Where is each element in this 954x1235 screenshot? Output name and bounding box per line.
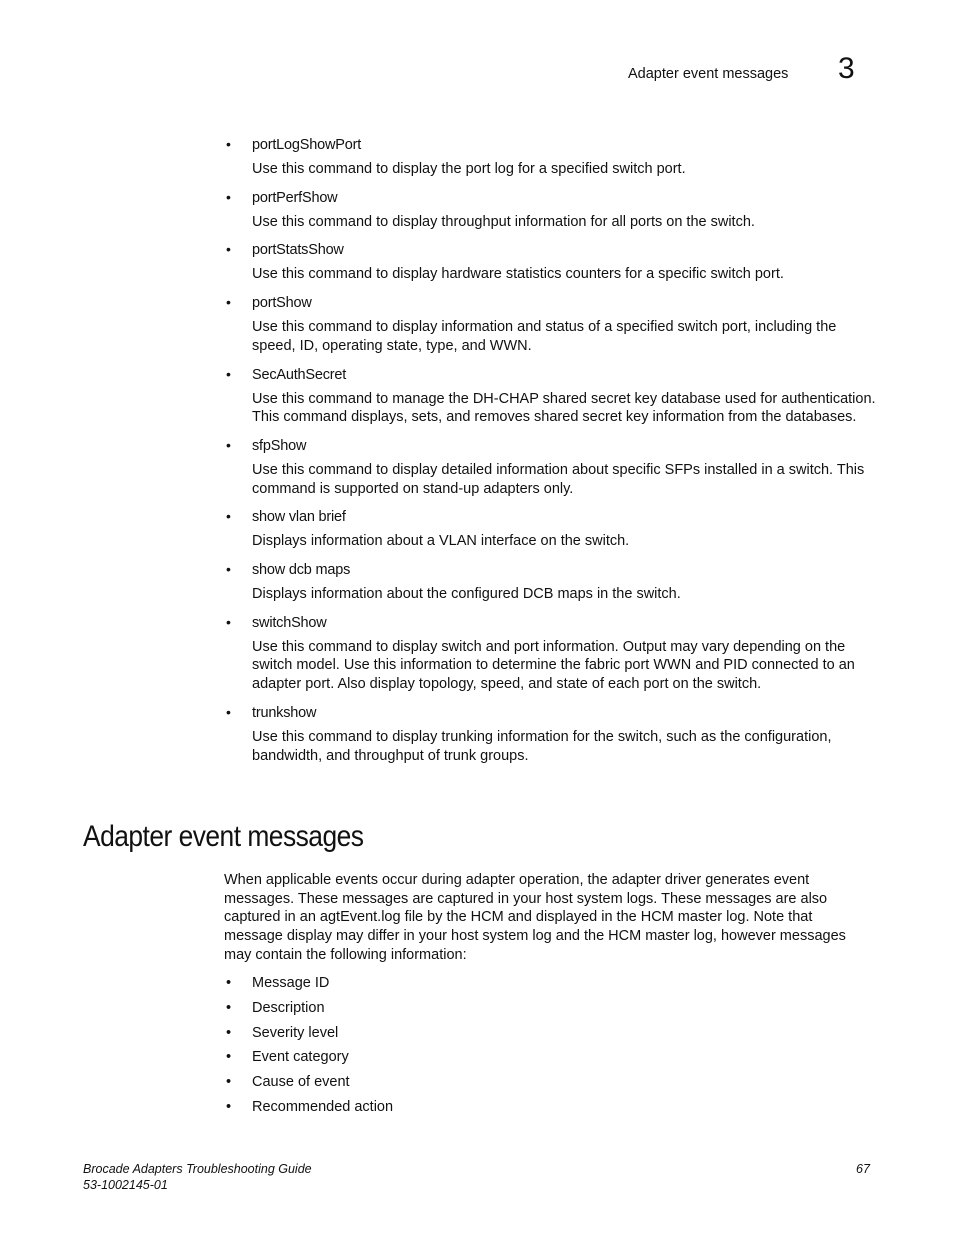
list-item-label: Description	[252, 999, 325, 1016]
list-item-label: Severity level	[252, 1024, 339, 1041]
command-name: portLogShowPort	[252, 137, 362, 153]
command-description: Use this command to display information and status of a specified switch port, including the speed, ID, operating state, type, and WWN.	[252, 319, 837, 354]
bullet-icon: •	[226, 1074, 232, 1091]
list-item	[226, 1024, 393, 1049]
list-item	[226, 508, 876, 551]
bullet-icon: •	[226, 365, 231, 382]
list-item	[226, 1073, 393, 1098]
running-header-section: Adapter event messages	[628, 66, 789, 82]
bullet-icon: •	[226, 294, 231, 311]
command-name: portShow	[252, 295, 312, 312]
bullet-icon: •	[226, 1049, 232, 1066]
bullet-icon: •	[226, 1098, 232, 1115]
bullet-icon: •	[226, 561, 231, 578]
command-name: show vlan brief	[252, 509, 346, 526]
list-item	[226, 366, 876, 427]
bullet-icon: •	[226, 136, 231, 152]
bullet-icon: •	[226, 1024, 232, 1041]
list-item	[226, 561, 876, 604]
command-description: Use this command to display the port log for a specified switch port.	[252, 161, 686, 177]
list-item	[226, 241, 876, 284]
bullet-icon: •	[226, 241, 231, 258]
command-description: Use this command to display switch and port information. Output may vary depending on the switch model. Use this information to determine the fabric port WWN and PID connected to an adapter port. Also display topology, speed, and state of each port on the switch.	[252, 638, 855, 693]
bullet-icon: •	[226, 999, 232, 1016]
list-item	[226, 999, 393, 1024]
section-intro: When applicable events occur during adapter operation, the adapter driver generates event messages. These messages are captured in your host system logs. These messages are also captured in an agtEvent.log file by the HCM and displayed in the HCM master log. Note that message display may differ in your host system log and the HCM master log, however messages may contain the following information:	[224, 872, 846, 963]
footer-guide-title: Brocade Adapters Troubleshooting Guide	[83, 1162, 312, 1176]
information-list	[226, 974, 393, 1123]
command-description: Use this command to manage the DH-CHAP shared secret key database used for authentication. This command displays, sets, and removes shared secret key information from the databases.	[252, 390, 876, 426]
list-item	[226, 614, 876, 694]
command-name: SecAuthSecret	[252, 366, 347, 383]
command-description: Displays information about the configured DCB maps in the switch.	[252, 586, 681, 603]
list-item	[226, 294, 876, 355]
list-item-label: Event category	[252, 1049, 349, 1066]
command-description: Use this command to display detailed information about specific SFPs installed in a switch. This command is supported on stand-up adapters only.	[252, 461, 865, 497]
command-name: trunkshow	[252, 704, 317, 721]
bullet-icon: •	[226, 508, 231, 525]
command-description: Use this command to display trunking information for the switch, such as the configuration, bandwidth, and throughput of trunk groups.	[252, 728, 832, 764]
bullet-icon: •	[226, 975, 232, 991]
command-description: Use this command to display hardware statistics counters for a specific switch port.	[252, 266, 784, 283]
list-item-label: Message ID	[252, 975, 330, 991]
list-item	[226, 437, 876, 498]
bullet-icon: •	[226, 436, 231, 453]
list-item	[226, 704, 876, 765]
command-name: portStatsShow	[252, 242, 344, 259]
list-item	[226, 189, 876, 232]
bullet-icon: •	[226, 703, 231, 720]
list-item-label: Recommended action	[252, 1098, 394, 1115]
command-name: show dcb maps	[252, 562, 351, 579]
chapter-number: 3	[838, 52, 855, 85]
command-list	[226, 136, 876, 775]
command-name: sfpShow	[252, 437, 307, 454]
section-heading: Adapter event messages	[83, 820, 364, 853]
list-item	[226, 1098, 393, 1123]
list-item	[226, 974, 393, 999]
list-item	[226, 1048, 393, 1073]
command-name: portPerfShow	[252, 189, 338, 206]
command-description: Use this command to display throughput information for all ports on the switch.	[252, 213, 755, 230]
bullet-icon: •	[226, 613, 231, 630]
page-number: 67	[856, 1162, 870, 1176]
command-description: Displays information about a VLAN interface on the switch.	[252, 533, 630, 550]
bullet-icon: •	[226, 188, 231, 205]
footer-doc-number: 53-1002145-01	[83, 1178, 168, 1192]
list-item	[226, 136, 876, 179]
list-item-label: Cause of event	[252, 1074, 350, 1091]
command-name: switchShow	[252, 614, 327, 631]
